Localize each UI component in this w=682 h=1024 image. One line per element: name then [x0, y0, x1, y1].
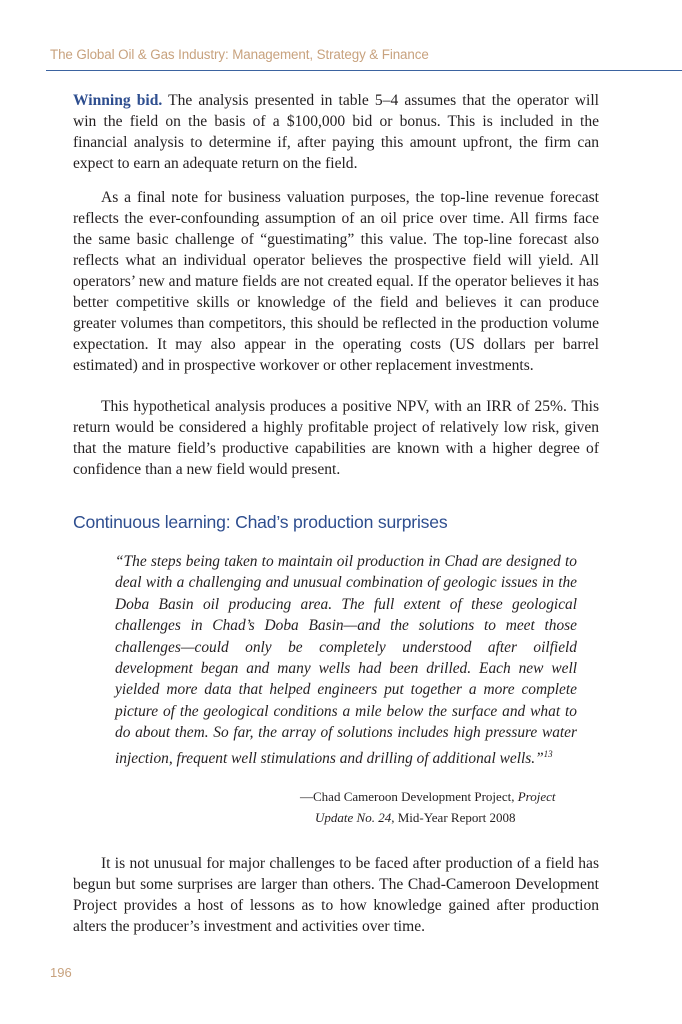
- quote-attribution: [300, 786, 555, 828]
- paragraph-closing: It is not unusual for major challenges to be faced after production of a field has begun but some surprises are larger than others. The Chad-Cameroon Development Project provides a host of lessons as to how knowledge gained after production alters the producer’s investment and activities over time.: [73, 855, 599, 935]
- block-quote-text: “The steps being taken to maintain oil production in Chad are designed to deal with a challenging and unusual combination of geologic issues in the Doba Basin oil producing area. The full extent of these geological challenges in Chad’s Doba Basin—and the solutions to meet those challenges—could only be completely understood after oilfield development began and many wells had been drilled. Each new well yielded more data that helped engineers put together a more complete picture of the geological conditions a mile below the surface and what to do about them. So far, the array of solutions includes high pressure water injection, frequent well stimulations and drilling of additional wells.”: [115, 553, 577, 767]
- block-quote: [115, 551, 577, 769]
- attribution-title-part-2: Update No. 24: [315, 810, 392, 825]
- paragraph-winning-bid: [73, 90, 599, 174]
- attribution-suffix: , Mid-Year Report 2008: [391, 810, 516, 825]
- attribution-title-part-1: Project: [517, 789, 556, 804]
- paragraph-winning-bid-text: The analysis presented in table 5–4 assumes that the operator will win the field on the basis of a $100,000 bid or bonus. This is included in the financial analysis to determine if, after paying this amount upfront, the firm can expect to earn an adequate return on the field.: [73, 92, 599, 172]
- running-head: The Global Oil & Gas Industry: Management, Strategy & Finance: [50, 47, 429, 62]
- paragraph-npv-result: This hypothetical analysis produces a positive NPV, with an IRR of 25%. This return would be considered a highly profitable project of relatively low risk, given that the mature field’s productive capabilities are known with a higher degree of confidence than a new field would present.: [73, 398, 599, 478]
- footnote-reference: 13: [543, 748, 553, 759]
- page-number: 196: [50, 965, 72, 980]
- section-heading: Continuous learning: Chad’s production surprises: [73, 512, 448, 532]
- paragraph-lead-winning-bid: Winning bid.: [73, 92, 163, 109]
- paragraph-valuation-note: As a final note for business valuation purposes, the top-line revenue forecast reflects the ever-confounding assumption of an oil price over time. All firms face the same basic challenge of “guestimating” this value. The top-line forecast also reflects what an individual operator believes the prospective field will yield. All operators’ new and mature fields are not created equal. If the operator believes it has better competitive skills or knowledge of the field and believes it can produce greater volumes than competitors, this should be reflected in the production volume expectation. It may also appear in the operating costs (US dollars per barrel estimated) and in prospective workover or other replacement investments.: [73, 189, 599, 374]
- attribution-prefix: —Chad Cameroon Development Project,: [300, 789, 518, 804]
- attribution-line-2: [300, 807, 555, 828]
- header-rule: [46, 70, 682, 71]
